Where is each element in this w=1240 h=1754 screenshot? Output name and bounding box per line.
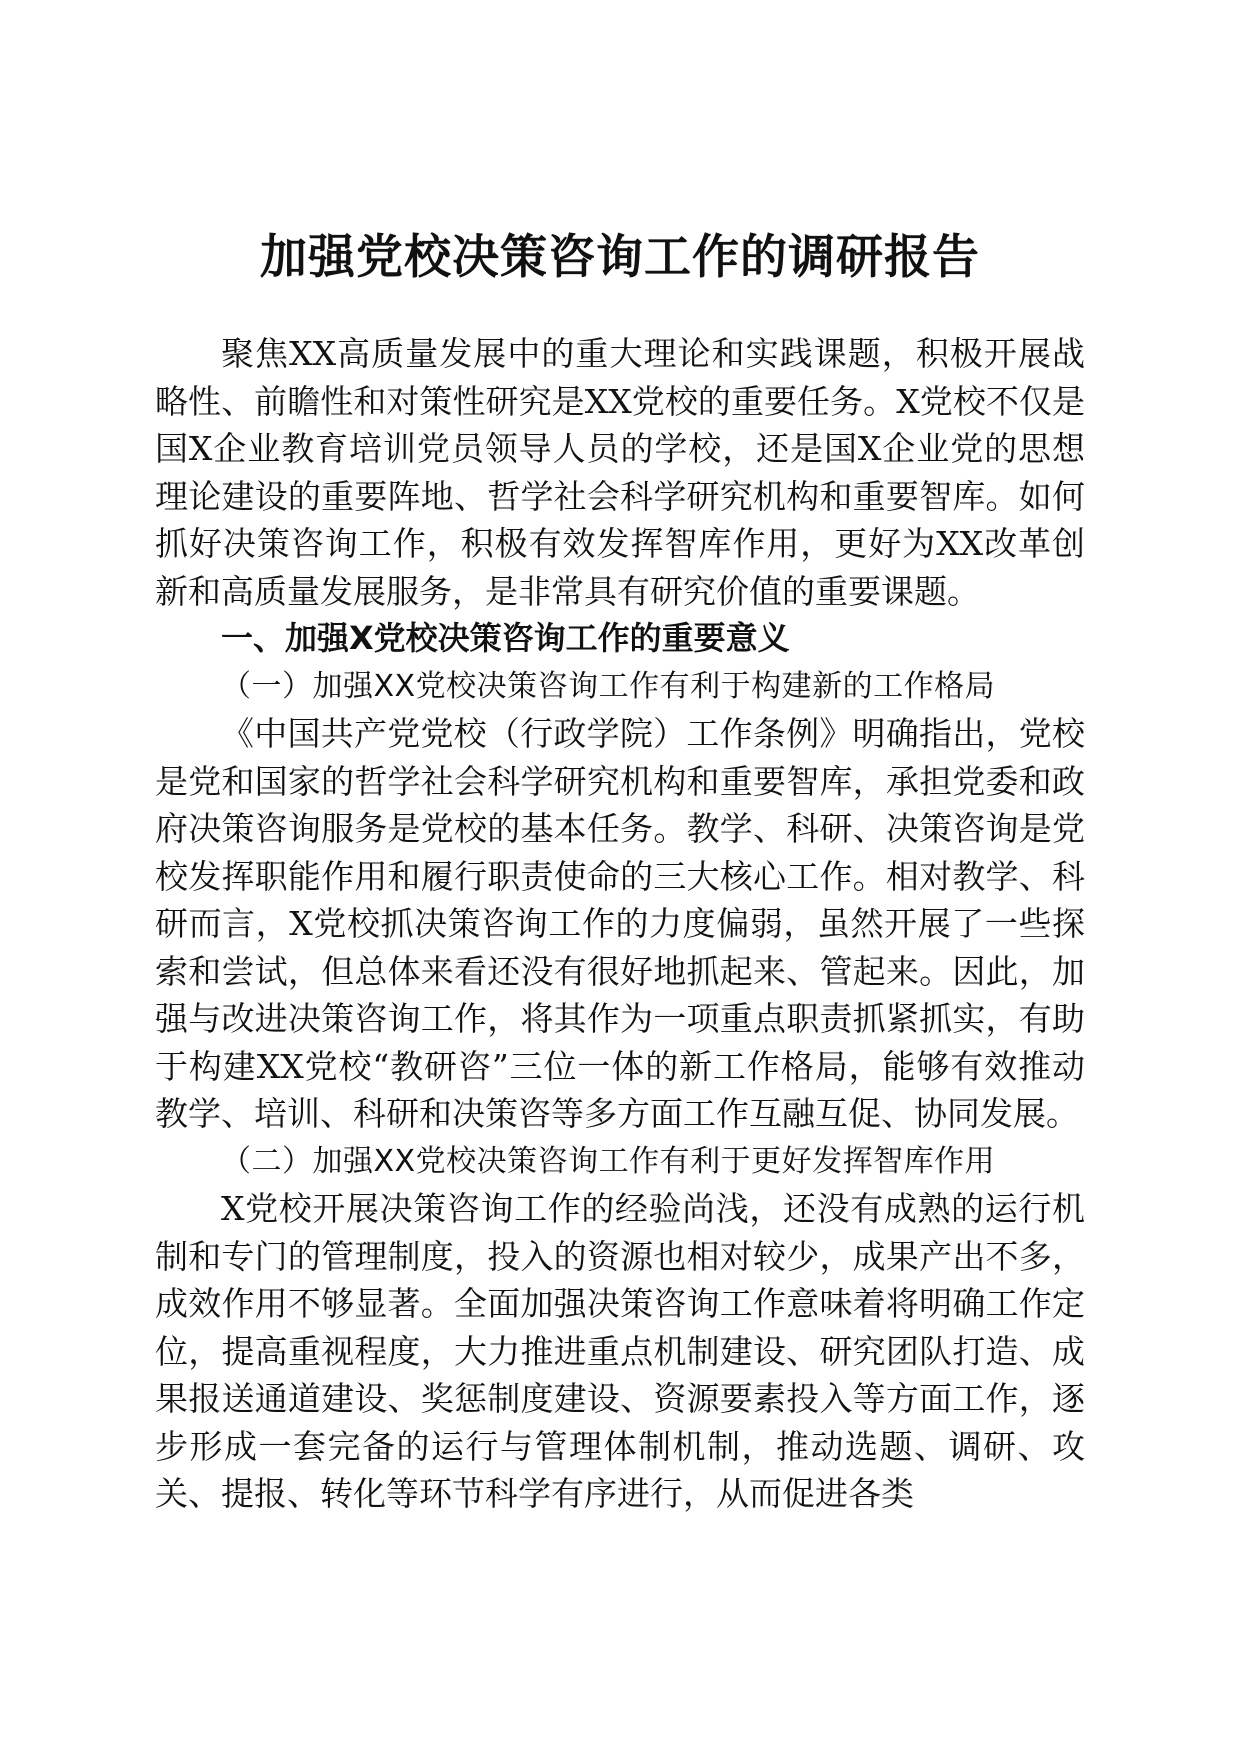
document-body	[155, 330, 1085, 1518]
intro-paragraph: 聚焦XX高质量发展中的重大理论和实践课题，积极开展战略性、前瞻性和对策性研究是XX党校的重要任务。X党校不仅是国X企业教育培训党员领导人员的学校，还是国X企业党的思想理论建设的重要阵地、哲学社会科学研究机构和重要智库。如何抓好决策咨询工作，积极有效发挥智库作用，更好为XX改革创新和高质量发展服务，是非常具有研究价值的重要课题。	[155, 334, 1085, 611]
subsection-1-paragraph: 《中国共产党党校（行政学院）工作条例》明确指出，党校是党和国家的哲学社会科学研究机构和重要智库，承担党委和政府决策咨询服务是党校的基本任务。教学、科研、决策咨询是党校发挥职能作用和履行职责使命的三大核心工作。相对教学、科研而言，X党校抓决策咨询工作的力度偏弱，虽然开展了一些探索和尝试，但总体来看还没有很好地抓起来、管起来。因此，加强与改进决策咨询工作，将其作为一项重点职责抓紧抓实，有助于构建XX党校“教研咨”三位一体的新工作格局，能够有效推动教学、培训、科研和决策咨等多方面工作互融互促、协同发展。	[155, 714, 1085, 1133]
document-title: 加强党校决策咨询工作的调研报告	[260, 230, 980, 285]
subsection-2-paragraph: X党校开展决策咨询工作的经验尚浅，还没有成熟的运行机制和专门的管理制度，投入的资源也相对较少，成果产出不多，成效作用不够显著。全面加强决策咨询工作意味着将明确工作定位，提高重视程度，大力推进重点机制建设、研究团队打造、成果报送通道建设、奖惩制度建设、资源要素投入等方面工作，逐步形成一套完备的运行与管理体制机制，推动选题、调研、攻关、提报、转化等环节科学有序进行，从而促进各类	[155, 1189, 1085, 1513]
section-1-heading: 一、加强X党校决策咨询工作的重要意义	[221, 619, 790, 657]
subsection-2-heading: （二）加强XX党校决策咨询工作有利于更好发挥智库作用	[221, 1143, 996, 1179]
subsection-1-heading: （一）加强XX党校决策咨询工作有利于构建新的工作格局	[221, 668, 996, 704]
